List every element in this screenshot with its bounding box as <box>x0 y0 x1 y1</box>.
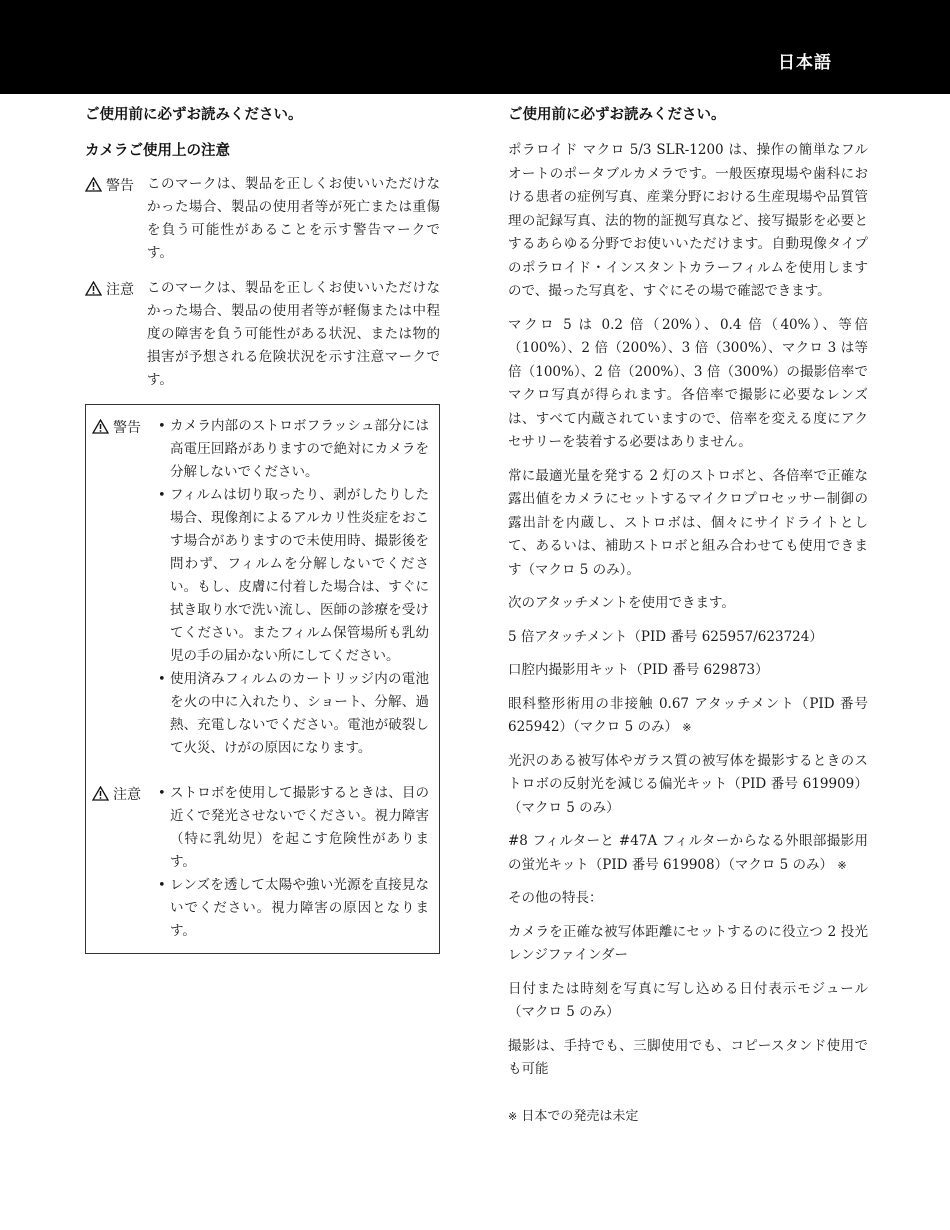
right-column <box>508 103 868 1128</box>
footnote <box>508 1106 868 1128</box>
list-item: • ストロボを使用して撮影するときは、目の近くで発光させないでください。視力障害（特に乳幼児）を起こす危険性があります。 <box>158 782 429 874</box>
box-warning-list <box>158 415 429 760</box>
feature-item: 撮影は、手持でも、三脚使用でも、コピースタンド使用でも可能 <box>508 1037 868 1077</box>
box-caution-label: 注意 <box>113 786 141 803</box>
warning-triangle-icon <box>85 177 102 192</box>
feature-item: カメラを正確な被写体距離にセットするのに役立つ 2 投光レンジファインダー <box>508 923 868 963</box>
caution-mark-text: このマークは、製品を正しくお使いいただけなかった場合、製品の使用者等が軽傷または中程度の障害を負う可能性がある状況、または物的損害が予想される危険状況を示す注意マークです。 <box>147 280 440 388</box>
left-heading: ご使用前に必ずお読みください。 <box>85 107 303 123</box>
warning-mark-label: 警告 <box>106 177 134 194</box>
reference-mark: ※ <box>837 858 847 872</box>
warning-triangle-icon <box>92 419 109 434</box>
intro-paragraph: ポラロイド マクロ 5/3 SLR-1200 は、操作の簡単なフルオートのポータブルカメラです。一般医療現場や歯科における患者の症例写真、産業分野における生産現場や品質管理の記録写真、法的物的証拠写真など、接写撮影を必要とするあらゆる分野でお使いいただけます。自動現像タイプのポラロイド・インスタントカラーフィルムを使用しますので、撮った写真を、すぐにその場で確認できます。 <box>508 142 868 299</box>
reference-mark: ※ <box>682 721 692 734</box>
attachment-item: 5 倍アタッチメント（PID 番号 625957/623724） <box>508 628 823 645</box>
warning-mark-definition <box>85 173 440 265</box>
attachments-intro: 次のアタッチメントを使用できます。 <box>508 595 735 611</box>
box-caution-list <box>158 782 429 943</box>
list-item: • カメラ内部のストロボフラッシュ部分には高電圧回路がありますので絶対にカメラを分解しないでください。 <box>158 415 429 484</box>
footnote-text: 日本での発売は未定 <box>521 1108 639 1124</box>
reference-mark: ※ <box>508 1109 518 1123</box>
safety-notice-box <box>85 404 440 954</box>
attachment-item: 眼科整形術用の非接触 0.67 アタッチメント（PID 番号 625942）（マクロ 5 のみ） ※ <box>508 695 868 735</box>
caution-mark-definition <box>85 277 440 392</box>
right-heading: ご使用前に必ずお読みください。 <box>508 107 726 123</box>
box-caution-section <box>92 782 429 943</box>
attachment-item: 口腔内撮影用キット（PID 番号 629873） <box>508 662 769 678</box>
header-bar <box>0 0 950 94</box>
warning-mark-text: このマークは、製品を正しくお使いいただけなかった場合、製品の使用者等が死亡または重傷を負う可能性があることを示す警告マークです。 <box>147 176 440 261</box>
list-item: • レンズを透して太陽や強い光源を直接見ないでください。視力障害の原因となります。 <box>158 874 429 943</box>
box-warning-label: 警告 <box>113 419 141 436</box>
language-label: 日本語 <box>778 53 832 73</box>
list-item: • フィルムは切り取ったり、剥がしたりした場合、現像剤によるアルカリ性炎症をおこす場合がありますので未使用時、撮影後を問わず、フィルムを分解しないでください。もし、皮膚に付着した場合は、すぐに拭き取り水で洗い流し、医師の診療を受けてください。またフィルム保管場所も乳幼児の手の届かない所にしてください。 <box>158 484 429 668</box>
left-column <box>85 103 440 954</box>
magnification-paragraph: マクロ 5 は 0.2 倍（20%）、0.4 倍（40%）、等倍（100%）、2 倍（200%）、3 倍（300%）、マクロ 3 は等倍（100%）、2 倍（200%）、3 倍（300%）の撮影倍率でマクロ写真が得られます。各倍率で撮影に必要なレンズは、すべて内蔵されていますので、倍率を変える度にアクセサリーを装着する必要はありません。 <box>508 316 868 450</box>
strobe-paragraph: 常に最適光量を発する 2 灯のストロボと、各倍率で正確な露出値をカメラにセットするマイクロプロセッサー制御の露出計を内蔵し、ストロボは、個々にサイドライトとして、あるいは、補助ストロボと組み合わせても使用できます（マクロ 5 のみ）。 <box>508 467 868 578</box>
caution-triangle-icon <box>92 786 109 801</box>
features-intro: その他の特長： <box>508 890 603 906</box>
feature-item: 日付または時刻を写真に写し込める日付表示モジュール（マクロ 5 のみ） <box>508 980 868 1020</box>
caution-mark-label: 注意 <box>106 281 134 298</box>
attachment-item: 光沢のある被写体やガラス質の被写体を撮影するときのストロボの反射光を減じる偏光キット（PID 番号 619909）（マクロ 5 のみ） <box>508 752 868 816</box>
attachment-item: #8 フィルターと #47A フィルターからなる外眼部撮影用の蛍光キット（PID 番号 619908）（マクロ 5 のみ） ※ <box>508 833 868 873</box>
left-subheading: カメラご使用上の注意 <box>85 143 230 159</box>
caution-triangle-icon <box>85 281 102 296</box>
list-item: • 使用済みフィルムのカートリッジ内の電池を火の中に入れたり、ショート、分解、過熱、充電しないでください。電池が破裂して火災、けがの原因になります。 <box>158 668 429 760</box>
box-warning-section <box>92 415 429 760</box>
